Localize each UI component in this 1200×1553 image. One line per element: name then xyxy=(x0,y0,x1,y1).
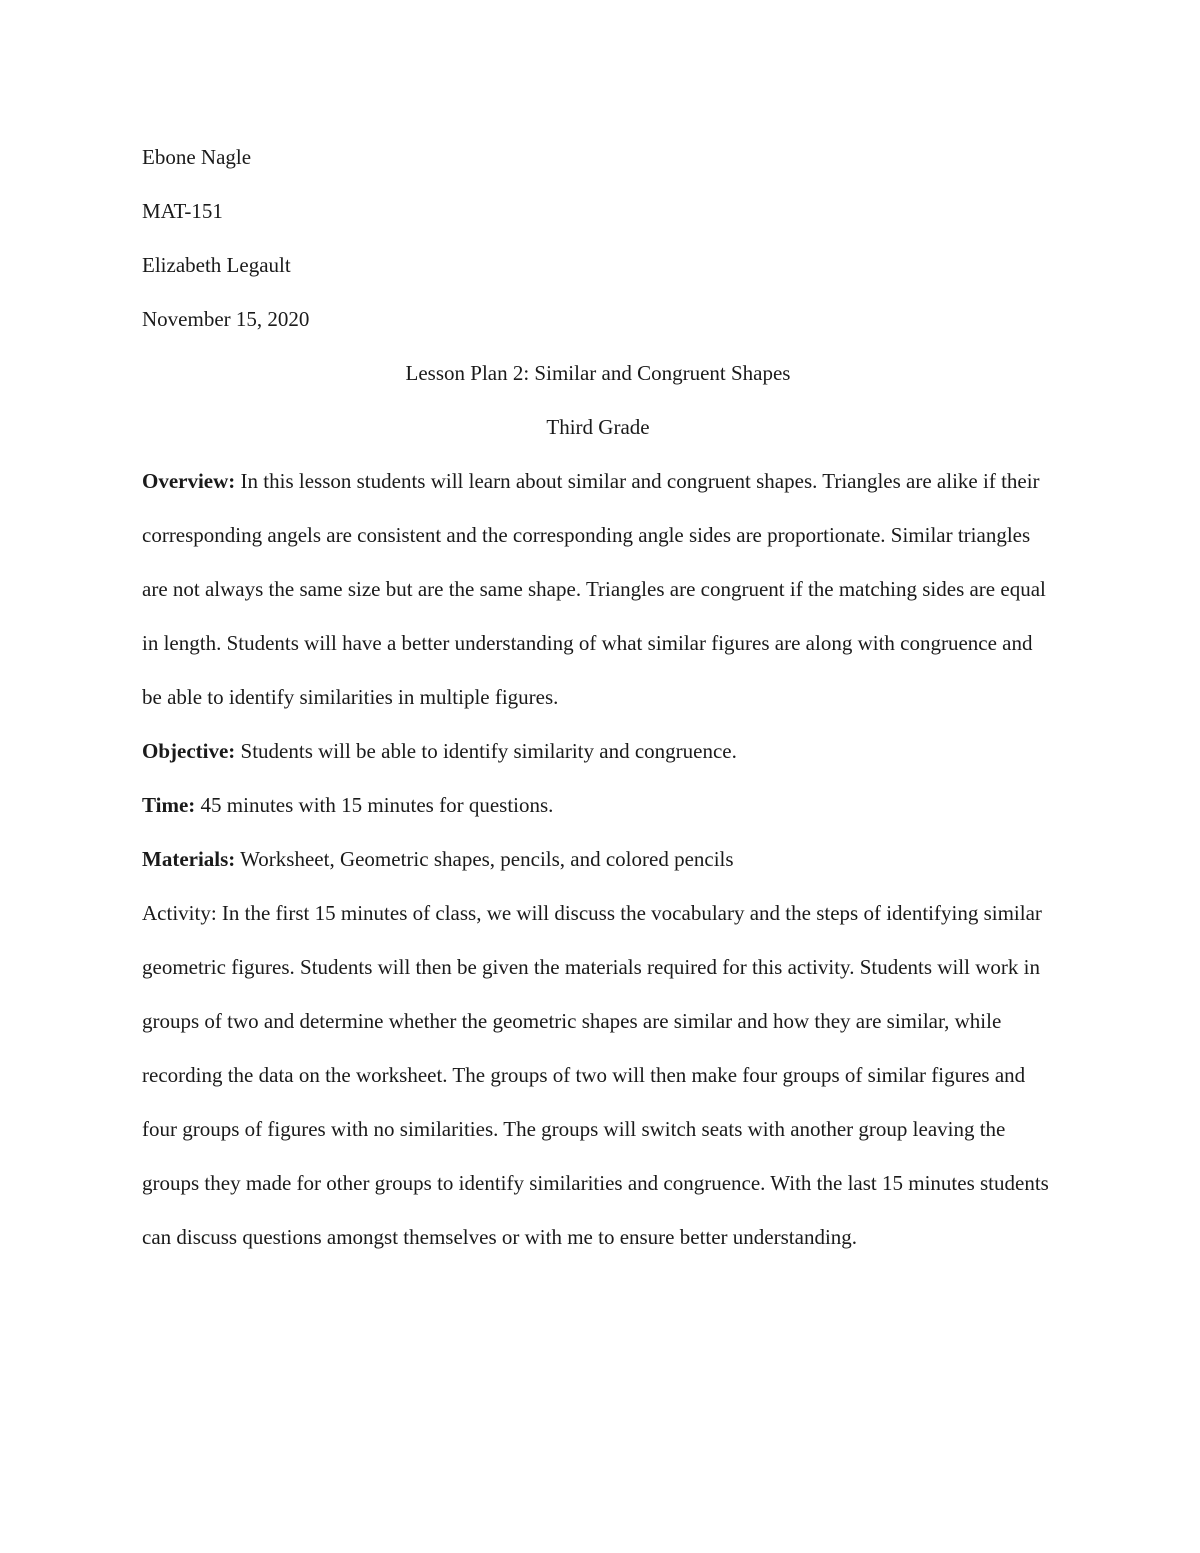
course-code: MAT-151 xyxy=(142,199,223,223)
materials-section xyxy=(142,832,1056,886)
time-section xyxy=(142,778,1056,832)
overview-label: Overview: xyxy=(142,469,236,493)
time-label: Time: xyxy=(142,793,196,817)
document-date: November 15, 2020 xyxy=(142,307,310,331)
time-text: 45 minutes with 15 minutes for questions. xyxy=(195,793,554,817)
overview-text: In this lesson students will learn about similar and congruent shapes. Triangles are alike if their corresponding angels are consistent and the corresponding angle sides are proportionate. Similar triangles are not always the same size but are the same shape. Triangles are congruent if the matching sides are equal in length. Students will have a better understanding of what similar figures are along with congruence and be able to identify similarities in multiple figures. xyxy=(142,469,1046,709)
student-name: Ebone Nagle xyxy=(142,145,252,169)
materials-text: Worksheet, Geometric shapes, pencils, and colored pencils xyxy=(235,847,734,871)
materials-label: Materials: xyxy=(142,847,236,871)
document-subtitle: Third Grade xyxy=(546,415,650,439)
overview-section xyxy=(142,454,1056,724)
document-title: Lesson Plan 2: Similar and Congruent Shapes xyxy=(405,361,791,385)
objective-section xyxy=(142,724,1056,778)
objective-label: Objective: xyxy=(142,739,236,763)
objective-text: Students will be able to identify similarity and congruence. xyxy=(235,739,737,763)
activity-section: Activity: In the first 15 minutes of class, we will discuss the vocabulary and the steps of identifying similar geometric figures. Students will then be given the materials required for this activity. Students will work in groups of two and determine whether the geometric shapes are similar and how they are similar, while recording the data on the worksheet. The groups of two will then make four groups of similar figures and four groups of figures with no similarities. The groups will switch seats with another group leaving the groups they made for other groups to identify similarities and congruence. With the last 15 minutes students can discuss questions amongst themselves or with me to ensure better understanding. xyxy=(142,901,1049,1249)
instructor-name: Elizabeth Legault xyxy=(142,253,291,277)
